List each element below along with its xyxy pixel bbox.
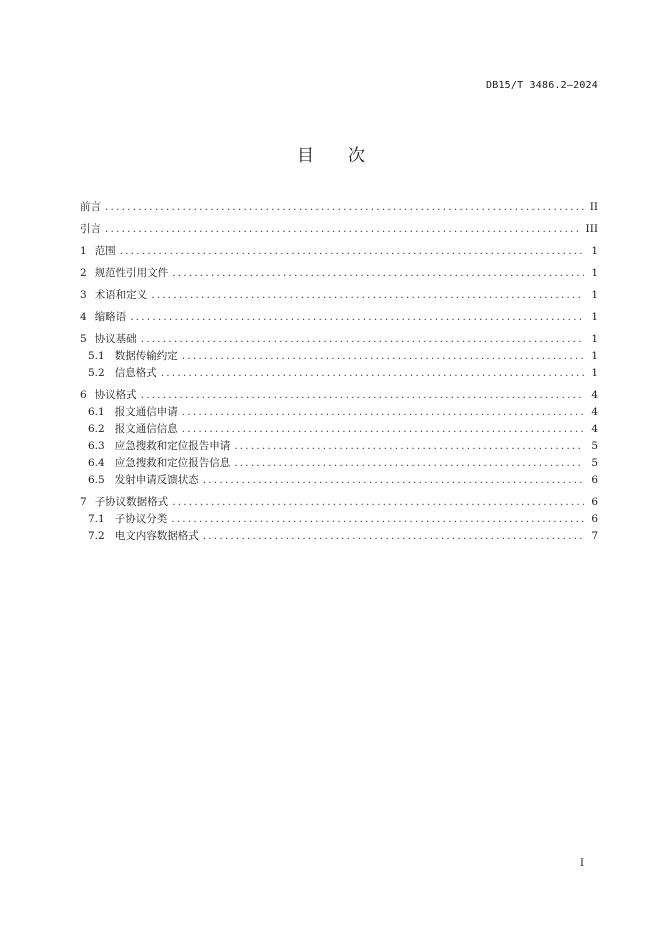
toc-leader-dots [182,404,584,421]
toc-entry-label: 范围 [94,245,116,257]
toc-entry-label: 发射申请反馈状态 [114,474,199,486]
toc-entry-page: 4 [591,423,598,435]
toc-entry[interactable] [80,494,598,511]
toc-entry-number: 7 [80,496,87,508]
toc-entry-page: 1 [591,311,598,323]
toc-entry-number: 6.4 [88,457,105,469]
toc-leader-dots [141,331,584,348]
toc-entry-label: 协议基础 [94,333,137,345]
table-of-contents [80,199,598,545]
toc-entry-page: 6 [591,513,598,525]
toc-entry-page: 6 [591,496,598,508]
toc-entry[interactable] [80,309,598,326]
toc-entry-label: 术语和定义 [94,289,148,301]
toc-entry[interactable] [80,348,598,365]
toc-entry[interactable] [80,287,598,304]
toc-entry-number: 7.2 [88,530,105,542]
toc-entry[interactable] [80,387,598,404]
toc-leader-dots [130,309,584,326]
toc-entry-number: 2 [80,267,87,279]
toc-entry[interactable] [80,365,598,382]
toc-entry-page: II [589,201,598,213]
toc-entry-label: 缩略语 [94,311,127,323]
toc-entry-number: 4 [80,311,87,323]
toc-entry-label: 电文内容数据格式 [114,530,199,542]
toc-entry[interactable] [80,472,598,489]
toc-entry-label: 规范性引用文件 [94,267,169,279]
toc-entry-number: 5.1 [88,350,105,362]
toc-entry-page: 1 [591,350,598,362]
toc-entry-label: 子协议分类 [114,513,168,525]
toc-entry[interactable] [80,455,598,472]
toc-entry-number: 1 [80,245,87,257]
toc-entry-page: 1 [591,333,598,345]
toc-entry-number: 7.1 [88,513,105,525]
toc-entry-number: 5.2 [88,367,105,379]
toc-entry-label: 应急搜救和定位报告申请 [114,440,231,452]
toc-leader-dots [172,494,584,511]
toc-entry-number: 5 [80,333,87,345]
toc-leader-dots [120,243,584,260]
document-code: DB15/T 3486.2—2024 [486,80,598,91]
toc-entry-label: 引言 [80,223,101,235]
toc-entry[interactable] [80,265,598,282]
toc-leader-dots [234,455,584,472]
toc-entry[interactable] [80,528,598,545]
toc-leader-dots [182,421,584,438]
toc-leader-dots [171,511,584,528]
toc-leader-dots [172,265,584,282]
toc-entry[interactable] [80,438,598,455]
page-number: I [580,858,584,869]
toc-entry-number: 6.2 [88,423,105,435]
toc-leader-dots [234,438,584,455]
toc-entry-page: 1 [591,367,598,379]
toc-entry-label: 报文通信信息 [114,423,178,435]
toc-entry-label: 子协议数据格式 [94,496,169,508]
toc-entry-label: 应急搜救和定位报告信息 [114,457,231,469]
toc-title-char-1: 目 [297,146,314,166]
toc-leader-dots [182,348,584,365]
toc-entry-page: III [585,223,598,235]
toc-entry-label: 协议格式 [94,389,137,401]
toc-title-char-2: 次 [348,146,365,166]
toc-entry-label: 前言 [80,201,101,213]
toc-entry-number: 6.1 [88,406,105,418]
toc-entry-label: 报文通信申请 [114,406,178,418]
toc-entry-number: 6.5 [88,474,105,486]
toc-leader-dots [105,221,582,238]
toc-entry-label: 数据传输约定 [114,350,178,362]
toc-entry-page: 1 [591,267,598,279]
toc-entry-page: 6 [591,474,598,486]
toc-entry-label: 信息格式 [114,367,157,379]
toc-entry[interactable] [80,421,598,438]
toc-leader-dots [161,365,584,382]
toc-entry-page: 4 [591,389,598,401]
toc-entry[interactable] [80,404,598,421]
toc-entry-number: 6 [80,389,87,401]
toc-leader-dots [105,199,584,216]
toc-entry[interactable] [80,199,598,216]
toc-entry-number: 6.3 [88,440,105,452]
toc-title [0,141,662,166]
toc-leader-dots [203,528,584,545]
toc-entry-page: 5 [591,440,598,452]
toc-entry-page: 5 [591,457,598,469]
toc-entry-page: 7 [591,530,598,542]
toc-entry[interactable] [80,511,598,528]
toc-leader-dots [141,387,584,404]
toc-entry-page: 1 [591,245,598,257]
toc-leader-dots [151,287,584,304]
toc-entry[interactable] [80,331,598,348]
toc-entry-number: 3 [80,289,87,301]
toc-entry-page: 4 [591,406,598,418]
toc-entry[interactable] [80,221,598,238]
toc-entry-page: 1 [591,289,598,301]
toc-entry[interactable] [80,243,598,260]
toc-leader-dots [203,472,584,489]
